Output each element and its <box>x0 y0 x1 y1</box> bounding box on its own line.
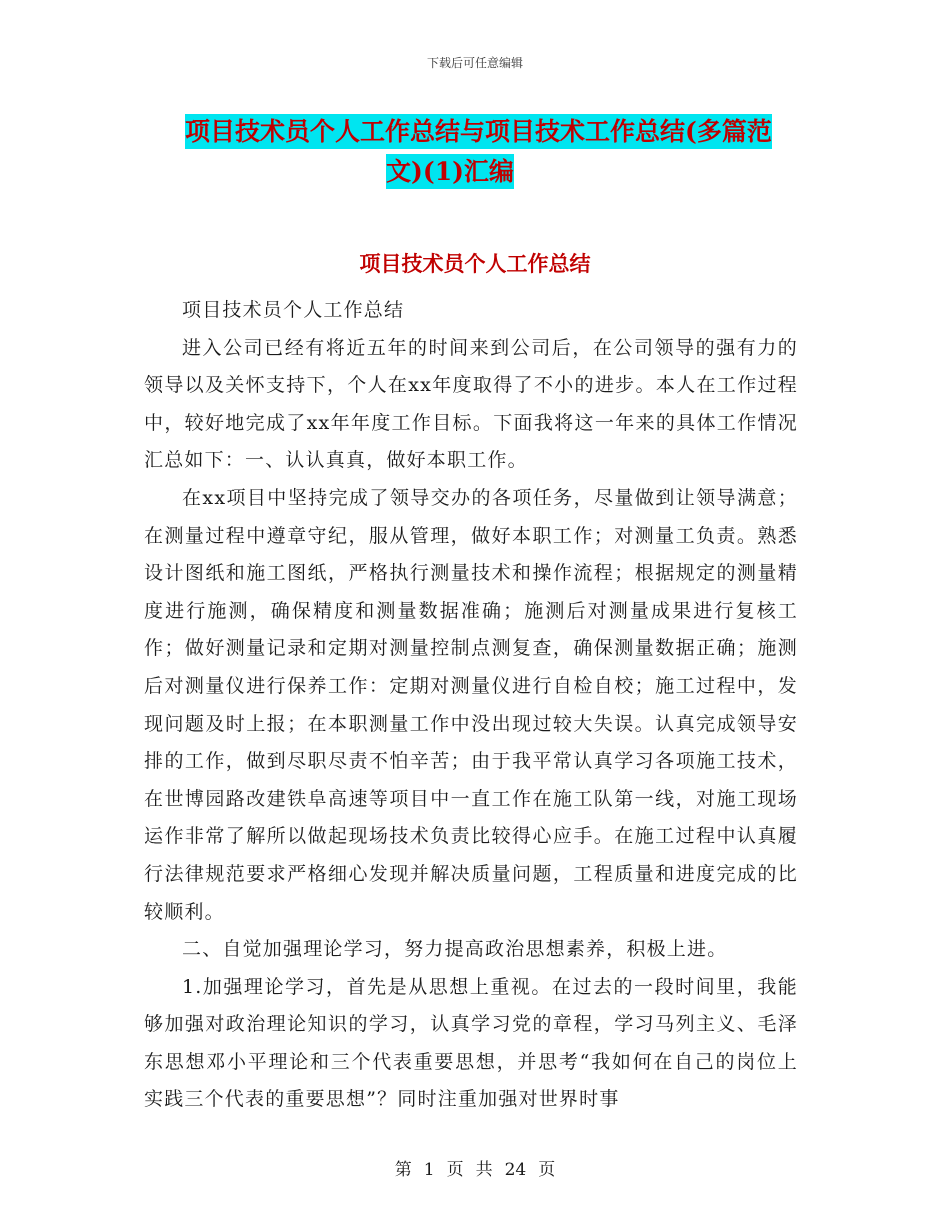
footer-prefix: 第 <box>394 1160 412 1180</box>
total-pages: 24 <box>504 1160 527 1180</box>
paragraph: 1.加强理论学习，首先是从思想上重视。在过去的一段时间里，我能够加强对政治理论知识的学习，认真学习党的章程，学习马列主义、毛泽东思想邓小平理论和三个代表重要思想，并思考“我如何在自己的岗位上实践三个代表的重要思想”？同时注重加强对世界时事 <box>144 975 798 1111</box>
title-line-2: 文)(1)汇编 <box>386 154 514 189</box>
document-title <box>185 112 810 192</box>
section-title: 项目技术员个人工作总结 <box>359 251 591 276</box>
paragraph: 进入公司已经有将近五年的时间来到公司后，在公司领导的强有力的领导以及关怀支持下，个人在xx年度取得了不小的进步。本人在工作过程中，较好地完成了xx年年度工作目标。下面我将这一年来的具体工作情况汇总如下：一、认认真真，做好本职工作。 <box>144 336 798 472</box>
page-number: 1 <box>423 1160 435 1180</box>
paragraph: 项目技术员个人工作总结 <box>182 299 405 321</box>
footer-total-unit: 页 <box>538 1160 556 1180</box>
paragraph: 二、自觉加强理论学习，努力提高政治思想素养，积极上进。 <box>182 938 728 961</box>
footer-total-prefix: 共 <box>475 1160 493 1180</box>
paragraph: 在xx项目中坚持完成了领导交办的各项任务，尽量做到让领导满意；在测量过程中遵章守纪，服从管理，做好本职工作；对测量工负责。熟悉设计图纸和施工图纸，严格执行测量技术和操作流程；根据规定的测量精度进行施测，确保精度和测量数据准确；施测后对测量成果进行复核工作；做好测量记录和定期对测量控制点测复查，确保测量数据正确；施测后对测量仪进行保养工作：定期对测量仪进行自检自校；施工过程中，发现问题及时上报；在本职测量工作中没出现过较大失误。认真完成领导安排的工作，做到尽职尽责不怕辛苦；由于我平常认真学习各项施工技术，在世博园路改建铁阜高速等项目中一直工作在施工队第一线，对施工现场运作非常了解所以做起现场技术负责比较得心应手。在施工过程中认真履行法律规范要求严格细心发现并解决质量问题，工程质量和进度完成的比较顺利。 <box>144 486 798 923</box>
page-header-note: 下载后可任意编辑 <box>426 56 523 70</box>
document-body <box>144 292 798 1119</box>
title-line-1: 项目技术员个人工作总结与项目技术工作总结(多篇范 <box>185 114 772 149</box>
footer-page-unit: 页 <box>446 1160 464 1180</box>
page-footer <box>0 1155 950 1180</box>
